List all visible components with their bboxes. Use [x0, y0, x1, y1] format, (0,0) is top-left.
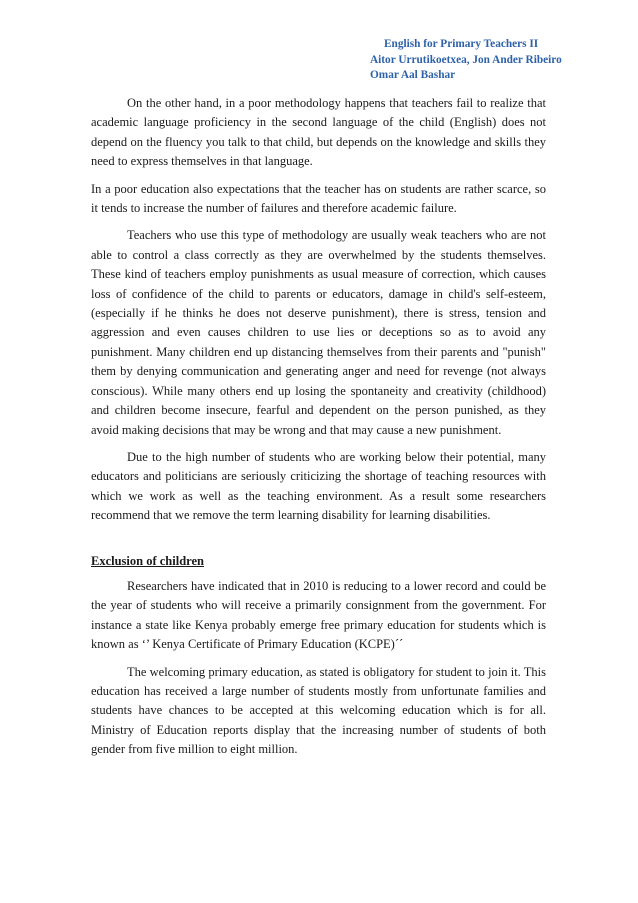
page-header: [370, 37, 562, 84]
authors-line-2: Omar Aal Bashar: [370, 69, 456, 81]
authors-line-1: Aitor Urrutikoetxea, Jon Ander Ribeiro: [370, 53, 562, 66]
paragraph-weak-teachers: Teachers who use this type of methodology are usually weak teachers who are not able to control a class correctly as they are overwhelmed by the students themselves. These kind of teachers employ punishments as usual measure of correction, which causes loss of confidence of the child to parents or educators, damage in child's self-esteem, (especially if he thinks he does not deserve punishment), there is stress, tension and aggression and even causes children to use lies or deceptions so as to avoid any punishment. Many children end up distancing themselves from their parents and "punish" them by denying communication and generating anger and need for revenge (not always conscious). While many others end up losing the spontaneity and creativity (childhood) and children become insecure, fearful and dependent on the person punished, as they avoid making decisions that may be wrong and that may cause a new punishment.: [91, 228, 546, 437]
paragraph-welcoming-education: The welcoming primary education, as stated is obligatory for student to join it. This education has received a large number of students mostly from unfortunate families and students have chances to be accepted at this welcoming education which is for all. Ministry of Education reports display that the increasing number of students of both gender from five million to eight million.: [91, 664, 546, 757]
paragraph-researchers: Researchers have indicated that in 2010 is reducing to a lower record and could be the year of students who will receive a primarily consignment from the government. For instance a state like Kenya probably emerge free primary education for students which is known as ‘’ Kenya Certificate of Primary Education (KCPE)´´: [91, 578, 546, 652]
paragraph-students-potential: Due to the high number of students who are working below their potential, many educators and politicians are seriously criticizing the shortage of teaching resources with which we work as well as the teaching environment. As a result some researchers recommend that we remove the term learning disability for learning disabilities.: [91, 449, 546, 523]
course-title: English for Primary Teachers II: [384, 38, 539, 50]
paragraph-methodology: On the other hand, in a poor methodology happens that teachers fail to realize that academic language proficiency in the second language of the child (English) does not depend on the fluency you talk to that child, but depends on the knowledge and skills they need to express themselves in that language.: [91, 96, 546, 169]
section-title: Exclusion of children: [91, 553, 204, 568]
paragraph-expectations: In a poor education also expectations that the teacher has on students are rather scarce, so it tends to increase the number of failures and therefore academic failure.: [91, 181, 546, 216]
document-body: [91, 94, 546, 768]
